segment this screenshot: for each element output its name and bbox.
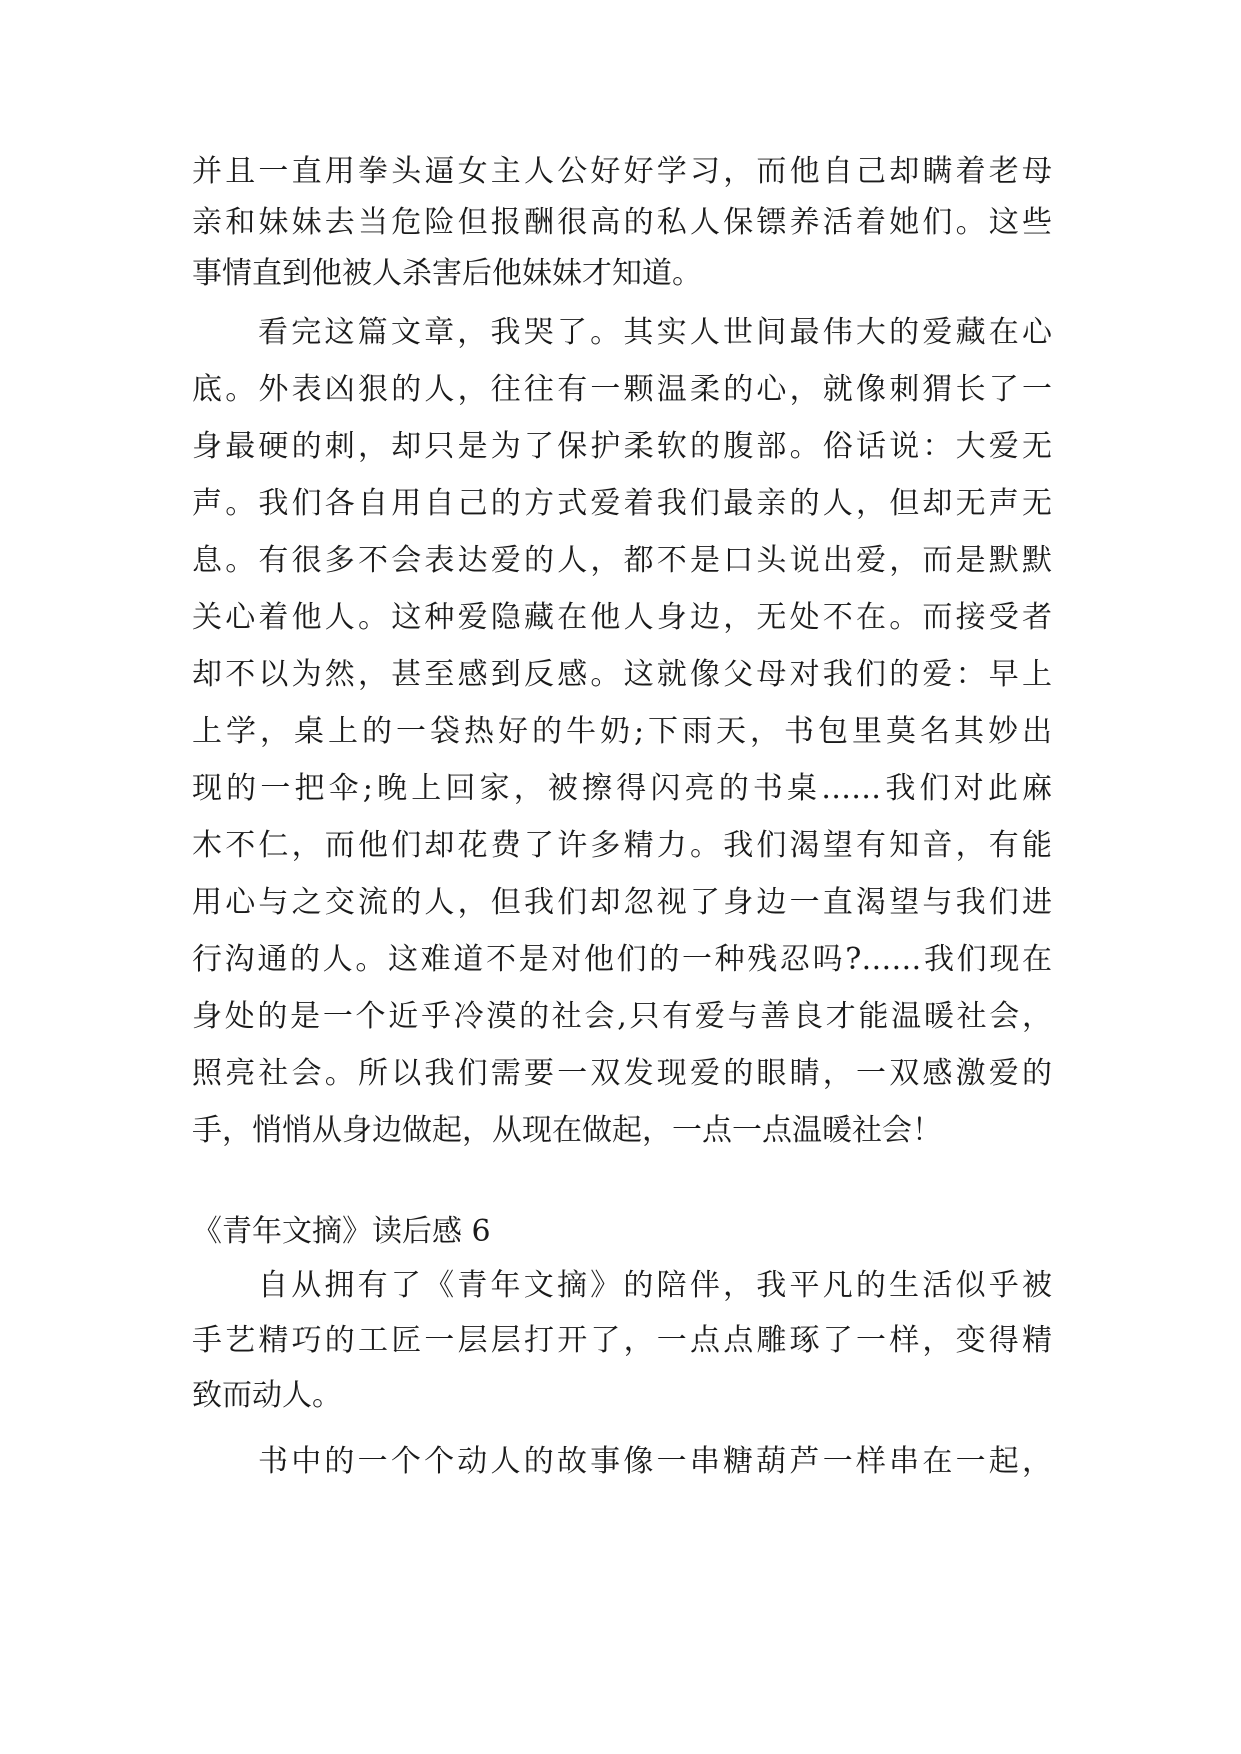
paragraph-1-line-2: 亲和妹妹去当危险但报酬很高的私人保镖养活着她们。这些 [192,205,1052,240]
paragraph-2-line-14: 照亮社会。所以我们需要一双发现爱的眼睛，一双感激爱的 [192,1056,1052,1091]
paragraph-2-line-4: 声。我们各自用自己的方式爱着我们最亲的人，但却无声无 [192,486,1052,521]
paragraph-4-line-1: 书中的一个个动人的故事像一串糖葫芦一样串在一起， [258,1444,1052,1479]
paragraph-1-line-3: 事情直到他被人杀害后他妹妹才知道。 [192,256,702,291]
paragraph-3-line-1: 自从拥有了《青年文摘》的陪伴，我平凡的生活似乎被 [258,1268,1052,1303]
paragraph-2-line-7: 却不以为然，甚至感到反感。这就像父母对我们的爱：早上 [192,657,1052,692]
paragraph-2-line-5: 息。有很多不会表达爱的人，都不是口头说出爱，而是默默 [192,543,1052,578]
paragraph-2-line-8: 上学，桌上的一袋热好的牛奶;下雨天，书包里莫名其妙出 [192,714,1052,749]
paragraph-2-line-6: 关心着他人。这种爱隐藏在他人身边，无处不在。而接受者 [192,600,1052,635]
paragraph-2-line-10: 木不仁，而他们却花费了许多精力。我们渴望有知音，有能 [192,828,1052,863]
paragraph-2-line-15: 手，悄悄从身边做起，从现在做起，一点一点温暖社会！ [192,1113,942,1148]
paragraph-2-line-13: 身处的是一个近乎冷漠的社会,只有爱与善良才能温暖社会， [192,999,1052,1034]
paragraph-2-line-12: 行沟通的人。这难道不是对他们的一种残忍吗?……我们现在 [192,942,1052,977]
paragraph-3-line-2: 手艺精巧的工匠一层层打开了，一点点雕琢了一样，变得精 [192,1323,1052,1358]
paragraph-2-line-11: 用心与之交流的人，但我们却忽视了身边一直渴望与我们进 [192,885,1052,920]
paragraph-2-line-9: 现的一把伞;晚上回家，被擦得闪亮的书桌……我们对此麻 [192,771,1052,806]
paragraph-2-line-3: 身最硬的刺，却只是为了保护柔软的腹部。俗话说：大爱无 [192,429,1052,464]
paragraph-3-line-3: 致而动人。 [192,1378,342,1413]
section-title: 《青年文摘》读后感 6 [192,1214,491,1249]
paragraph-1-line-1: 并且一直用拳头逼女主人公好好学习，而他自己却瞒着老母 [192,154,1052,189]
paragraph-2-line-2: 底。外表凶狠的人，往往有一颗温柔的心，就像刺猬长了一 [192,372,1052,407]
paragraph-2-line-1: 看完这篇文章，我哭了。其实人世间最伟大的爱藏在心 [258,315,1052,350]
